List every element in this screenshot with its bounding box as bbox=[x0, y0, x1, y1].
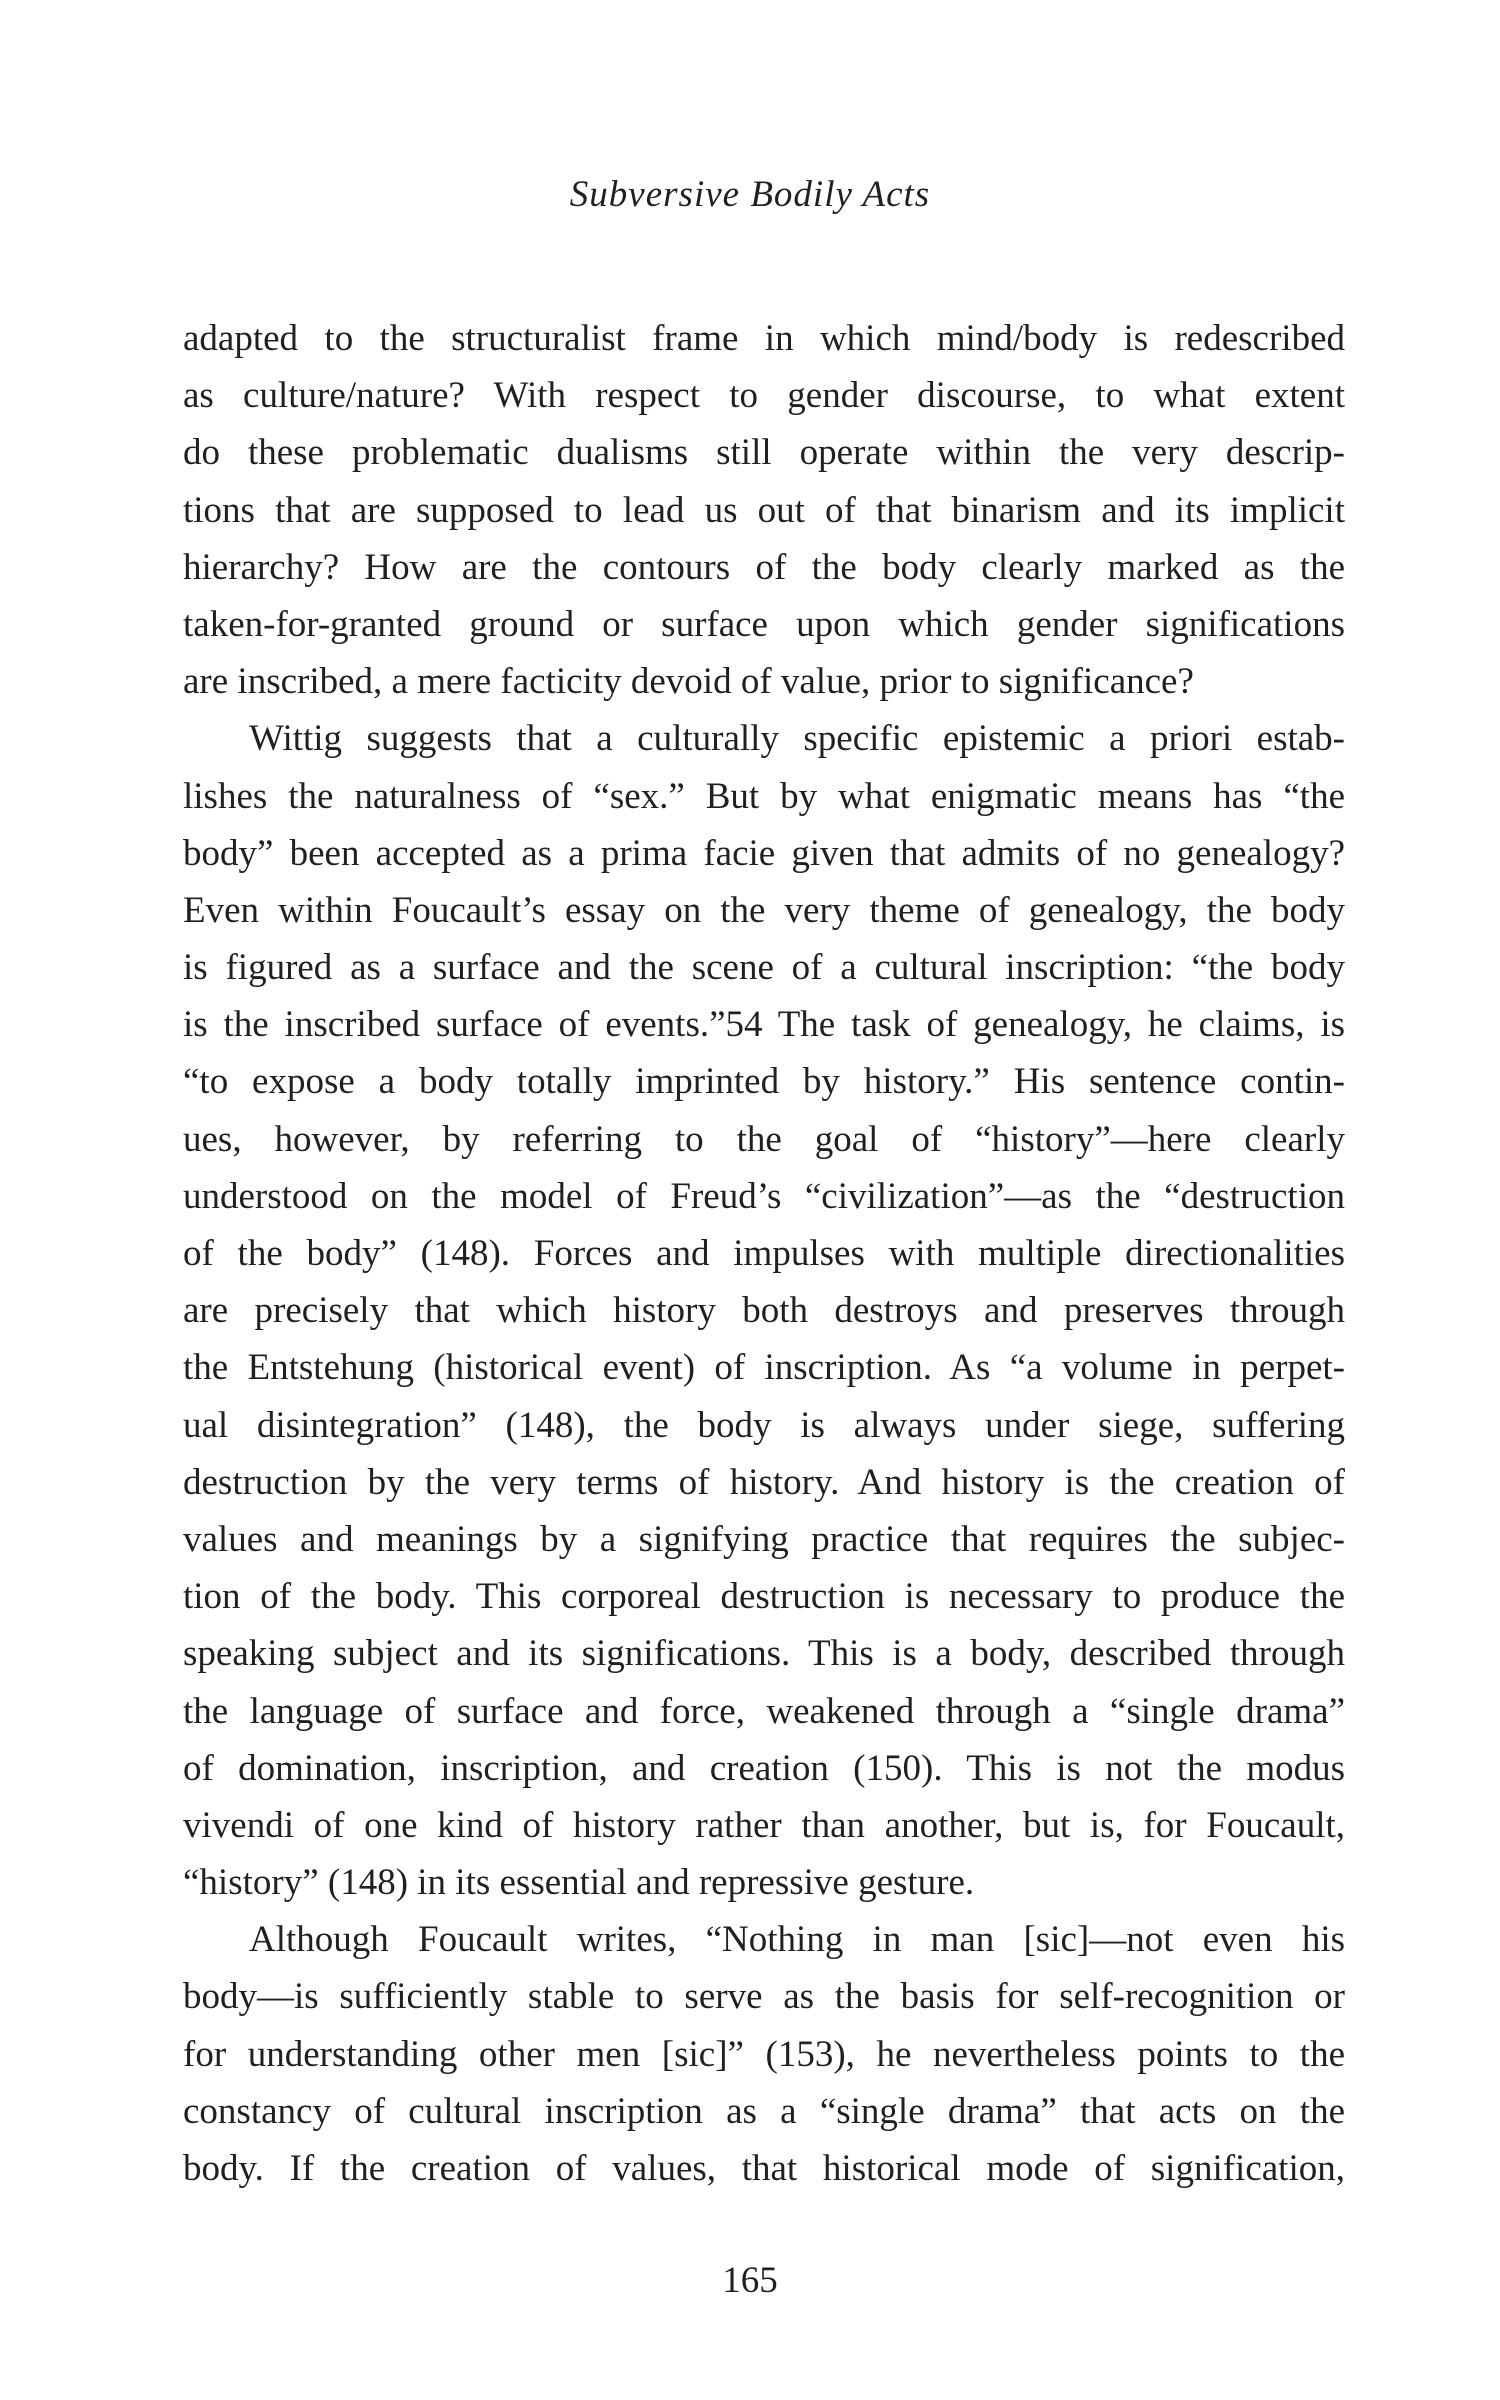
text-line: speaking subject and its significations. This is a body, described through bbox=[183, 1633, 1345, 1675]
text-line: adapted to the structuralist frame in which mind/body is redescribed bbox=[183, 318, 1345, 359]
text-line: ues, however, by referring to the goal of “history”—here clearly bbox=[183, 1118, 1345, 1160]
text-line: do these problematic dualisms still operate within the very descrip- bbox=[183, 432, 1345, 474]
body-text bbox=[183, 310, 1345, 2197]
text-line: the language of surface and force, weakened through a “single drama” bbox=[183, 1690, 1345, 1732]
text-line: lishes the naturalness of “sex.” But by what enigmatic means has “the bbox=[183, 775, 1345, 817]
text-line: “to expose a body totally imprinted by history.” His sentence contin- bbox=[183, 1061, 1345, 1103]
text-line: Even within Foucault’s essay on the very theme of genealogy, the body bbox=[183, 889, 1345, 931]
text-line: hierarchy? How are the contours of the body clearly marked as the bbox=[183, 546, 1345, 588]
text-line: tion of the body. This corporeal destruction is necessary to produce the bbox=[183, 1576, 1345, 1618]
page-number: 165 bbox=[722, 2260, 778, 2301]
running-head: Subversive Bodily Acts bbox=[569, 174, 931, 215]
text-line: are precisely that which history both destroys and preserves through bbox=[183, 1290, 1345, 1332]
text-line: values and meanings by a signifying practice that requires the subjec- bbox=[183, 1518, 1345, 1560]
text-line: of the body” (148). Forces and impulses with multiple directionalities bbox=[183, 1233, 1345, 1274]
text-line: “history” (148) in its essential and repressive gesture. bbox=[183, 1862, 975, 1904]
text-line: constancy of cultural inscription as a “single drama” that acts on the bbox=[183, 2090, 1345, 2132]
text-line: are inscribed, a mere facticity devoid of value, prior to significance? bbox=[183, 661, 1194, 703]
text-line: of domination, inscription, and creation (150). This is not the modus bbox=[183, 1747, 1345, 1789]
text-line: is the inscribed surface of events.”54 The task of genealogy, he claims, is bbox=[183, 1004, 1345, 1046]
text-line: vivendi of one kind of history rather than another, but is, for Foucault, bbox=[183, 1804, 1345, 1846]
text-line: body—is sufficiently stable to serve as the basis for self-recognition or bbox=[183, 1976, 1345, 2018]
text-line: as culture/nature? With respect to gender discourse, to what extent bbox=[183, 375, 1345, 417]
text-line: Wittig suggests that a culturally specific epistemic a priori estab- bbox=[249, 718, 1345, 760]
text-line: tions that are supposed to lead us out of that binarism and its implicit bbox=[183, 489, 1345, 531]
text-line: is figured as a surface and the scene of a cultural inscription: “the body bbox=[183, 947, 1345, 989]
text-line: ual disintegration” (148), the body is always under siege, suffering bbox=[183, 1404, 1345, 1446]
text-line: body” been accepted as a prima facie given that admits of no genealogy? bbox=[183, 832, 1345, 874]
text-line: taken-for-granted ground or surface upon which gender significations bbox=[183, 603, 1345, 645]
text-line: destruction by the very terms of history. And history is the creation of bbox=[183, 1461, 1345, 1503]
text-line: for understanding other men [sic]” (153), he nevertheless points to the bbox=[183, 2033, 1345, 2075]
text-line: the Entstehung (historical event) of inscription. As “a volume in perpet- bbox=[183, 1347, 1345, 1389]
text-line: understood on the model of Freud’s “civilization”—as the “destruction bbox=[183, 1175, 1345, 1217]
text-line: Although Foucault writes, “Nothing in man [sic]—not even his bbox=[249, 1919, 1345, 1961]
text-line: body. If the creation of values, that historical mode of signification, bbox=[183, 2148, 1345, 2189]
